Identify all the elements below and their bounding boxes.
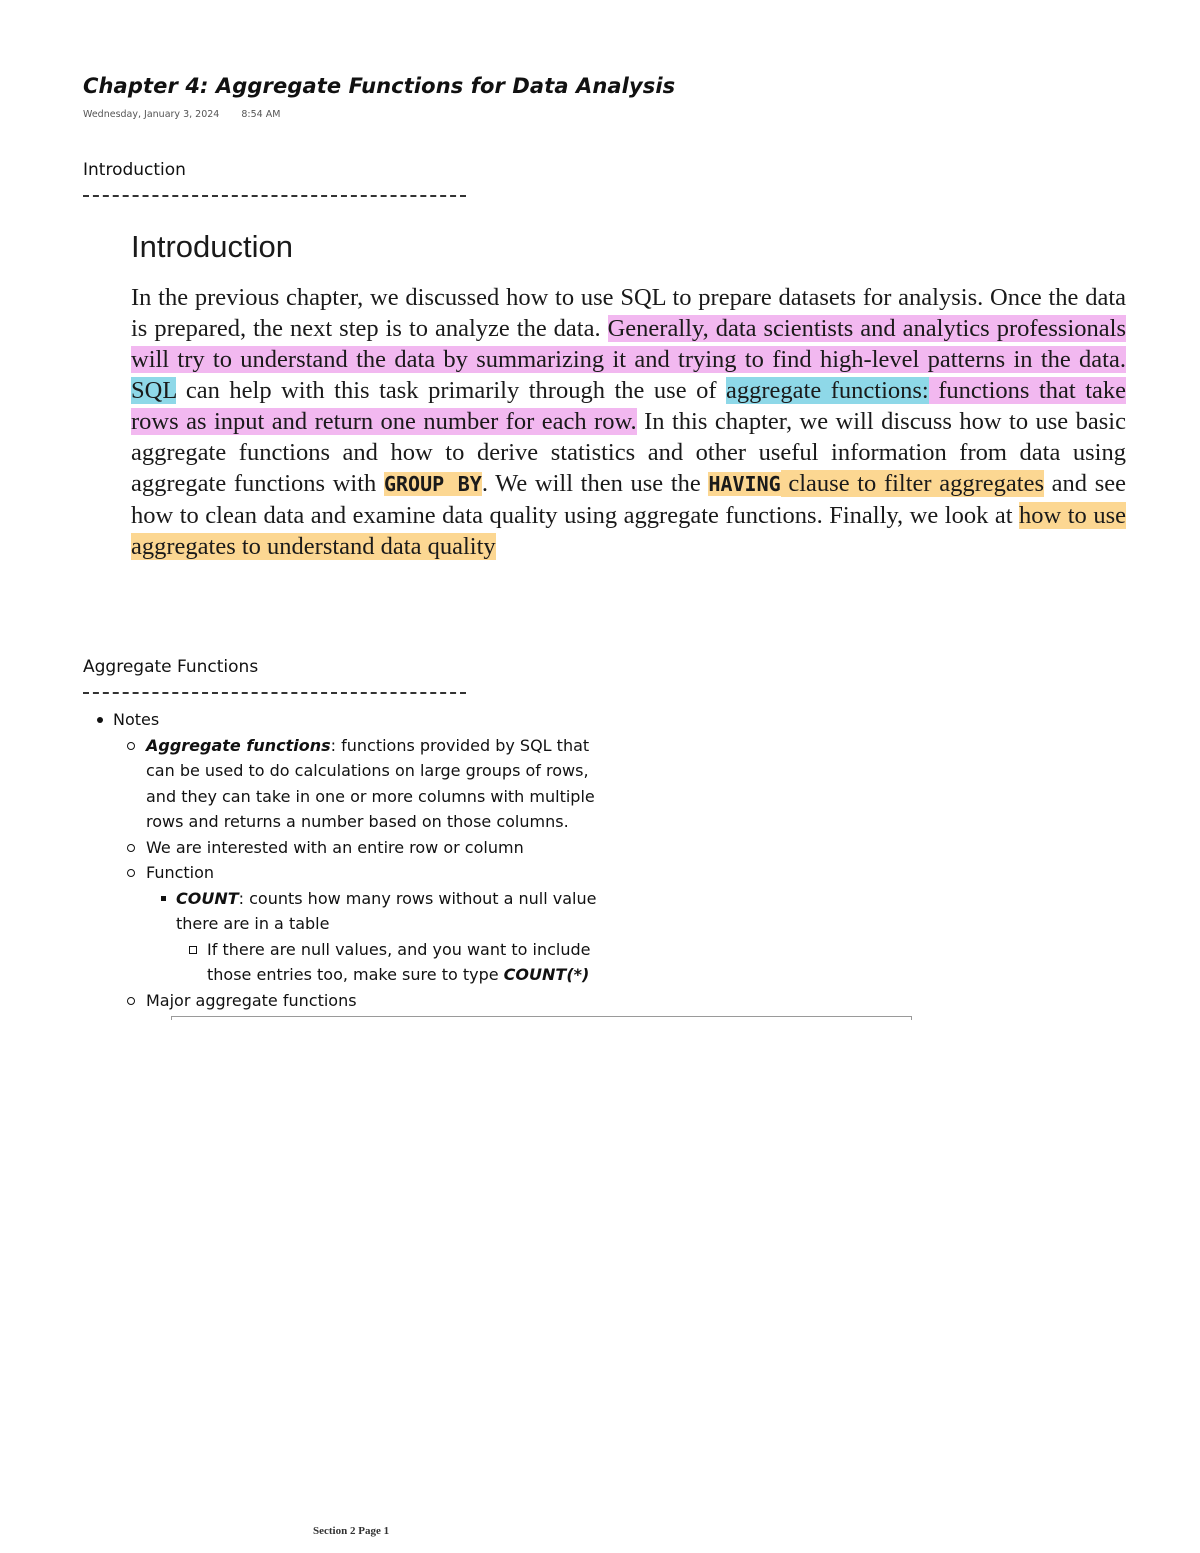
list-item xyxy=(93,835,616,861)
intro-section-divider xyxy=(83,195,466,197)
intro-clipping xyxy=(131,228,1126,562)
page-date: Wednesday, January 3, 2024 xyxy=(83,109,220,120)
aggregate-section-divider xyxy=(83,692,466,694)
term-aggregate-functions: Aggregate functions xyxy=(146,735,331,755)
page-timestamp xyxy=(83,109,280,120)
bullet-icon xyxy=(189,946,197,954)
bullet-icon xyxy=(161,896,166,901)
clip-text: In the previous chapter, we discussed how to use SQL to prepare datasets for analysis. Once the data is prepared, the next step is to analyze the data. xyxy=(131,284,1126,342)
term-count: COUNT xyxy=(176,888,239,908)
list-item xyxy=(93,860,616,886)
clip-text: can help with this task primarily through the use of xyxy=(176,377,727,404)
note-text: If there are null values, and you want to include those entries too, make sure to type xyxy=(207,939,591,984)
list-item xyxy=(93,707,617,733)
page-footer: Section 2 Page 1 xyxy=(313,1525,390,1537)
notes-label: Notes xyxy=(113,710,160,729)
blue-highlight: aggregate functions: xyxy=(726,377,929,404)
aggregate-section-heading: Aggregate Functions xyxy=(83,657,259,677)
clip-text: . We will then use the xyxy=(481,470,709,497)
yellow-highlight: how to use aggregates to understand data quality xyxy=(131,502,1126,560)
list-item xyxy=(93,733,616,835)
note-text: Major aggregate functions xyxy=(146,990,357,1010)
count-star-code: COUNT(*) xyxy=(503,965,590,984)
page-time: 8:54 AM xyxy=(241,109,281,120)
blue-highlight: SQL xyxy=(131,377,177,404)
pink-highlight: functions that take rows as input and return one number for each row. xyxy=(131,377,1126,435)
group-by-code: GROUP BY xyxy=(383,472,482,496)
having-code: HAVING xyxy=(708,472,781,496)
list-item xyxy=(93,886,616,937)
yellow-highlight: clause to filter aggregates xyxy=(780,470,1044,497)
list-item xyxy=(93,937,617,988)
bullet-icon xyxy=(127,844,135,852)
bullet-icon xyxy=(127,869,135,877)
definition-text: : counts how many rows without a null value there are in a table xyxy=(176,888,597,933)
intro-section-heading: Introduction xyxy=(83,160,186,180)
bullet-icon xyxy=(127,997,135,1005)
bullet-icon xyxy=(97,717,103,723)
page-title: Chapter 4: Aggregate Functions for Data Analysis xyxy=(83,74,676,98)
note-text: Function xyxy=(146,863,215,882)
pink-highlight: Generally, data scientists and analytics professionals will try to understand the data by summarizing it and trying to find high-level patterns in the data. xyxy=(131,315,1126,373)
bullet-icon xyxy=(127,742,135,750)
note-text: We are interested with an entire row or column xyxy=(146,837,524,857)
list-item xyxy=(93,988,616,1014)
clip-text: and see how to clean data and examine data quality using aggregate functions. Finally, we look at xyxy=(131,470,1126,529)
clip-heading: Introduction xyxy=(131,229,293,264)
clip-paragraph xyxy=(131,282,1126,562)
definition-text: : functions provided by SQL that can be used to do calculations on large groups of rows, and they can take in one or more columns with multiple rows and returns a number based on those columns. xyxy=(146,735,595,831)
clip-text: In this chapter, we will discuss how to use basic aggregate functions and how to derive statistics and other useful information from data using aggregate functions with xyxy=(131,408,1126,497)
notes-list xyxy=(93,707,617,1013)
table-top-edge xyxy=(171,1016,912,1020)
